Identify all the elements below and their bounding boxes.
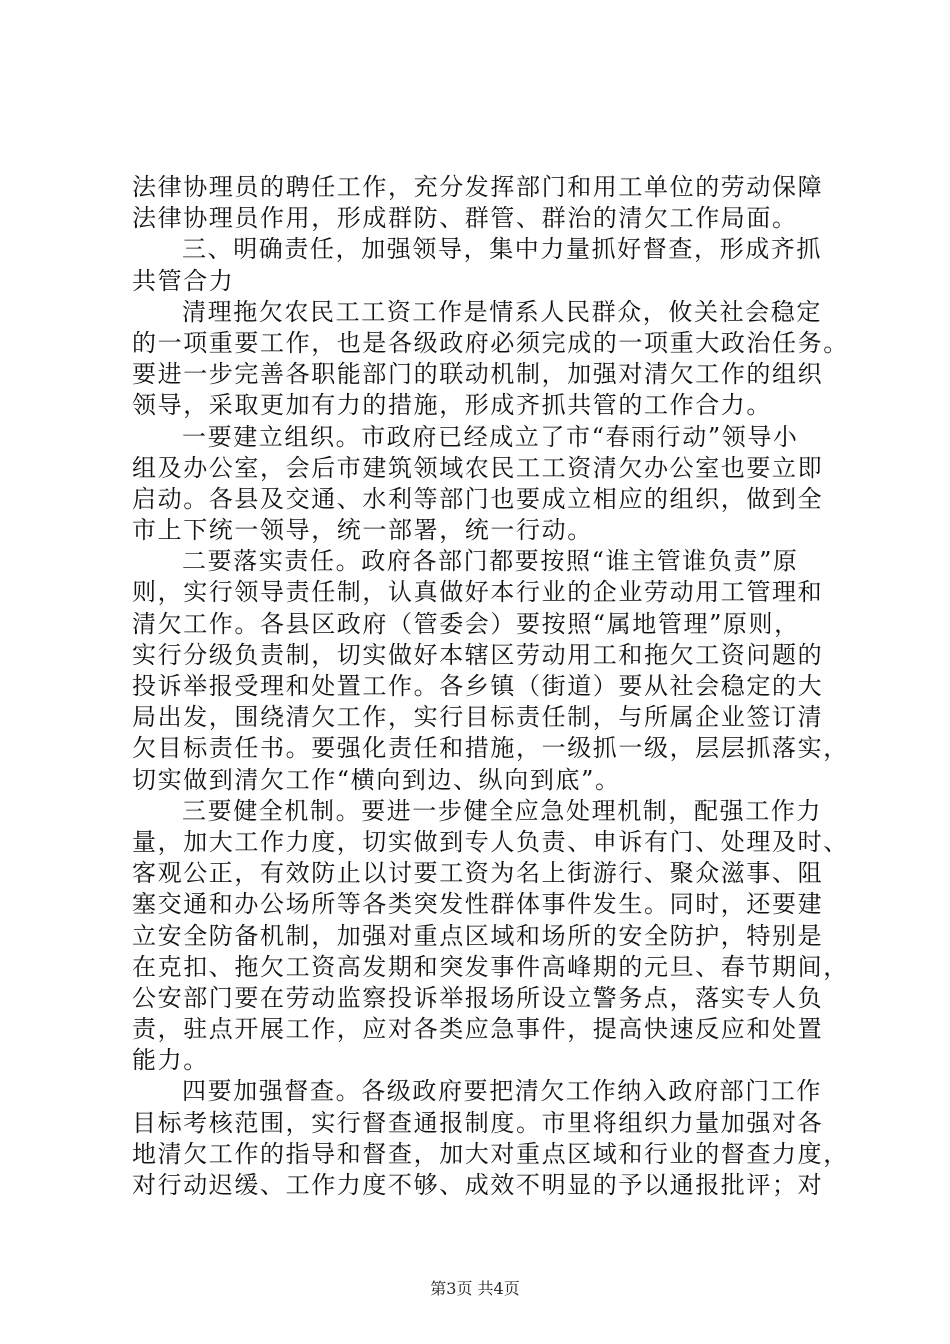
text-line: 在克扣、拖欠工资高发期和突发事件高峰期的元旦、春节期间， <box>132 952 849 981</box>
text-line: 清欠工作。各县区政府（管委会）要按照“属地管理”原则， <box>132 609 800 638</box>
text-line: 切实做到清欠工作“横向到边、纵向到底”。 <box>132 765 621 794</box>
text-line: 责，驻点开展工作，应对各类应急事件，提高快速反应和处置 <box>132 1015 824 1044</box>
text-line: 投诉举报受理和处置工作。各乡镇（街道）要从社会稳定的大 <box>132 672 824 700</box>
section-heading-line: 三、明确责任，加强领导，集中力量抓好督查，形成齐抓 <box>182 235 822 264</box>
page-number: 第3页 共4页 <box>430 1279 520 1298</box>
text-line: 量，加大工作力度，切实做到专人负责、申诉有门、处理及时、 <box>132 827 849 856</box>
section-heading-line: 共管合力 <box>132 266 235 295</box>
text-line: 三要健全机制。要进一步健全应急处理机制，配强工作力 <box>182 796 822 825</box>
text-line: 能力。 <box>132 1046 209 1075</box>
text-line: 客观公正，有效防止以讨要工资为名上街游行、聚众滋事、阻 <box>132 859 824 888</box>
text-line: 塞交通和办公场所等各类突发性群体事件发生。同时，还要建 <box>132 890 824 919</box>
text-line: 实行分级负责制，切实做好本辖区劳动用工和拖欠工资问题的 <box>132 640 824 669</box>
page-footer <box>0 1276 950 1299</box>
text-line: 组及办公室，会后市建筑领域农民工工资清欠办公室也要立即 <box>132 453 824 482</box>
text-line: 一要建立组织。市政府已经成立了市“春雨行动”领导小 <box>182 422 799 451</box>
text-line: 立安全防备机制，加强对重点区域和场所的安全防护，特别是 <box>132 921 824 950</box>
text-line: 清理拖欠农民工工资工作是情系人民群众，攸关社会稳定 <box>182 297 822 326</box>
text-line: 法律协理员作用，形成群防、群管、群治的清欠工作局面。 <box>132 204 798 233</box>
text-line: 对行动迟缓、工作力度不够、成效不明显的予以通报批评；对 <box>132 1171 824 1199</box>
text-line: 二要落实责任。政府各部门都要按照“谁主管谁负责”原 <box>182 547 799 576</box>
text-line: 地清欠工作的指导和督查，加大对重点区域和行业的督查力度， <box>132 1139 849 1168</box>
text-line: 四要加强督查。各级政府要把清欠工作纳入政府部门工作 <box>182 1077 822 1106</box>
document-body <box>132 172 849 1201</box>
text-line: 公安部门要在劳动监察投诉举报场所设立警务点，落实专人负 <box>132 983 824 1012</box>
text-line: 目标考核范围，实行督查通报制度。市里将组织力量加强对各 <box>132 1108 824 1137</box>
text-line: 欠目标责任书。要强化责任和措施，一级抓一级，层层抓落实， <box>132 734 849 763</box>
text-line: 则，实行领导责任制，认真做好本行业的企业劳动用工管理和 <box>132 578 824 607</box>
text-line: 市上下统一领导，统一部署，统一行动。 <box>132 516 593 545</box>
text-line: 启动。各县及交通、水利等部门也要成立相应的组织，做到全 <box>132 484 824 513</box>
text-line: 的一项重要工作，也是各级政府必须完成的一项重大政治任务。 <box>132 328 849 357</box>
text-line: 领导，采取更加有力的措施，形成齐抓共管的工作合力。 <box>132 391 772 420</box>
text-line: 法律协理员的聘任工作，充分发挥部门和用工单位的劳动保障 <box>132 173 824 201</box>
text-line: 要进一步完善各职能部门的联动机制，加强对清欠工作的组织 <box>132 360 824 389</box>
text-line: 局出发，围绕清欠工作，实行目标责任制，与所属企业签订清 <box>132 703 824 732</box>
